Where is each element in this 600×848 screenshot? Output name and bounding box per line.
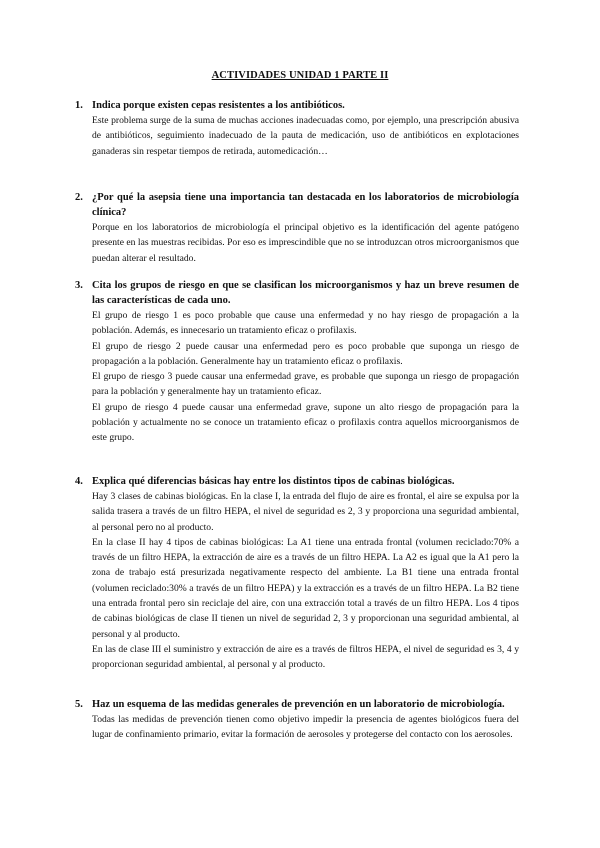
question-number: 5.: [75, 699, 83, 710]
question-item-3: [75, 278, 519, 446]
answer-paragraph: Hay 3 clases de cabinas biológicas. En la clase I, la entrada del flujo de aire es frontal, el aire se expulsa por la salida trasera a través de un filtro HEPA, el nivel de seguridad es 2, 3 y proporciona una seguridad ambiental, al personal pero no al producto.: [92, 491, 519, 533]
answer-paragraph: El grupo de riesgo 1 es poco probable que cause una enfermedad y no hay riesgo de propagación a la población. Además, es innecesario un tratamiento eficaz o profilaxis.: [92, 310, 519, 337]
question-item-5: [75, 697, 519, 743]
question-number: 1.: [75, 100, 83, 111]
answer-paragraph: Todas las medidas de prevención tienen como objetivo impedir la presencia de agentes biológicos fuera del lugar de confinamiento primario, evitar la formación de aerosoles y protegerse del contacto con los aerosoles.: [92, 714, 519, 741]
question-item-2: [75, 190, 519, 266]
question-text: ¿Por qué la asepsia tiene una importancia tan destacada en los laboratorios de microbiología clínica?: [92, 192, 519, 218]
question-number: 2.: [75, 192, 83, 203]
question-text: Explica qué diferencias básicas hay entre los distintos tipos de cabinas biológicas.: [92, 476, 455, 487]
answer-paragraph: En las de clase III el suministro y extracción de aire es a través de filtros HEPA, el nivel de seguridad es 3, 4 y proporcionan seguridad ambiental, al personal y al producto.: [92, 643, 519, 671]
answer-paragraph: Este problema surge de la suma de muchas acciones inadecuadas como, por ejemplo, una prescripción abusiva de antibióticos, seguimiento inadecuado de la pauta de medicación, uso de antibióticos en explotaciones ganaderas sin respetar tiempos de retirada, automedicación…: [92, 115, 519, 157]
answer-paragraph: En la clase II hay 4 tipos de cabinas biológicas: La A1 tiene una entrada frontal (volumen reciclado:70% a través de un filtro HEPA, la extracción de aire es a través de un filtro HEPA. La A2 es igual que la A1 pero la zona de trabajo está presurizada negativamente respecto del ambiente. La B1 tiene una entrada frontal (volumen reciclado:30% a través de un filtro HEPA) y la extracción es a través de un filtro HEPA. La B2 tiene una entrada frontal pero sin reciclaje del aire, con una extracción total a través de un filtro HEPA. Los 4 tipos de cabinas biológicas de clase II tienen un nivel de seguridad 2, 3 y proporcionan una seguridad ambiental, al personal y al producto.: [92, 536, 519, 640]
question-text: Cita los grupos de riesgo en que se clasifican los microorganismos y haz un breve resumen de las características de cada uno.: [92, 280, 519, 306]
question-number: 3.: [75, 280, 83, 291]
question-number: 4.: [75, 476, 83, 487]
answer-paragraph: El grupo de riesgo 3 puede causar una enfermedad grave, es probable que suponga un riesgo de propagación para la población y generalmente hay un tratamiento eficaz.: [92, 371, 519, 398]
answer-paragraph: El grupo de riesgo 4 puede causar una enfermedad grave, supone un alto riesgo de propagación para la población y actualmente no se conoce un tratamiento eficaz o profilaxis contra aquellos microorganismos de este grupo.: [92, 401, 519, 444]
page-title: ACTIVIDADES UNIDAD 1 PARTE II: [211, 70, 389, 81]
answer-paragraph: El grupo de riesgo 2 puede causar una enfermedad pero es poco probable que suponga un riesgo de propagación a la población. Generalmente hay un tratamiento eficaz o profilaxis.: [92, 340, 519, 367]
question-text: Indica porque existen cepas resistentes a los antibióticos.: [92, 100, 345, 111]
answer-paragraph: Porque en los laboratorios de microbiología el principal objetivo es la identificación del agente patógeno presente en las muestras recibidas. Por eso es imprescindible que no se introduzcan otros microorganismos que puedan alterar el resultado.: [92, 222, 519, 264]
question-item-1: [75, 98, 519, 159]
question-text: Haz un esquema de las medidas generales de prevención en un laboratorio de microbiología.: [92, 699, 505, 710]
question-item-4: [75, 474, 519, 673]
